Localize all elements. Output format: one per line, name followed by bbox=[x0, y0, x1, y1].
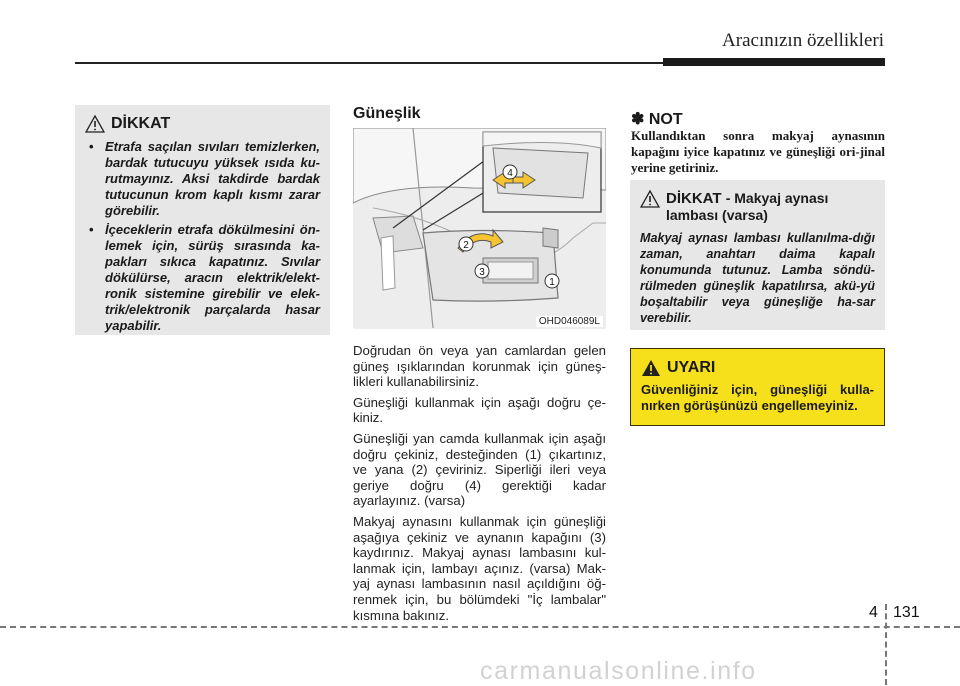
caution-title-main: DİKKAT bbox=[666, 190, 722, 207]
caution-text: Makyaj aynası lambası kullanılma-dığı zaman, anahtarı daima kapalı konumunda tutunuz. Lamba söndü-rülmeden güneşlik kapatılırsa, akü-yü boşaltabilir veya güneşliğe ha-sar verebilir. bbox=[640, 231, 875, 325]
page-separator bbox=[885, 604, 887, 685]
note-star-icon: ✽ bbox=[631, 111, 645, 128]
caution-title-row bbox=[85, 115, 320, 133]
warning-box bbox=[630, 348, 885, 426]
body-paragraph: Güneşliği yan camda kullanmak için aşağı doğru çekiniz, desteğinden (1) çıkartınız, ve yana (2) çeviriniz. Siperliği ileri veya geriye doğru (4) gerektiği kadar ayarlayınız. (varsa) bbox=[353, 430, 606, 509]
section-body bbox=[353, 343, 606, 628]
caution-box-left bbox=[75, 105, 330, 335]
note-title bbox=[631, 109, 683, 129]
callout-2: 2 bbox=[463, 240, 469, 251]
caution-item: • İçeceklerin etrafa dökülmesini ön-lemek için, sürüş sırasında ka-pakları sıkıca kapatınız. Sıvılar dökülürse, aracın elektrik/elekt-ronik sistemine girebilir ve elek-trik/elektronik parçalarda hasar yapabilir. bbox=[85, 222, 320, 334]
warning-title-row bbox=[641, 359, 874, 377]
warning-text: Güvenliğiniz için, güneşliği kulla-nırken görüşünüzü engellemeyiniz. bbox=[641, 382, 874, 413]
callout-3: 3 bbox=[479, 267, 485, 278]
callout-1: 1 bbox=[549, 277, 555, 288]
watermark: carmanualsonline.info bbox=[480, 657, 757, 685]
figure-code: OHD046089L bbox=[536, 316, 603, 327]
header-title: Aracınızın özellikleri bbox=[722, 30, 884, 51]
caution-title bbox=[666, 190, 875, 224]
header-bar bbox=[663, 58, 885, 66]
body-paragraph: Makyaj aynasını kullanmak için güneşliği aşağıya çekiniz ve aynanın kapağını (3) kaydırınız. Makyaj aynası lambasını kul-lanmak için, lambayı açınız. (varsa) Mak-yaj aynası lambasının nasıl açıldığını öğ-renmek için, bu bölümdeki "İç lambalar" kısmına bakınız. bbox=[353, 513, 606, 623]
page-number: 131 bbox=[893, 604, 920, 621]
caution-list bbox=[85, 139, 320, 334]
warning-title: UYARI bbox=[667, 359, 716, 376]
sunvisor-illustration bbox=[353, 128, 606, 329]
caution-item: • Etrafa saçılan sıvıları temizlerken, bardak tutucuyu yüksek ısıda ku-rutmayınız. Aksi takdirde bardak tutucunun krom kaplı kısmı zarar görebilir. bbox=[85, 139, 320, 219]
warning-filled-triangle-icon bbox=[641, 359, 661, 377]
sunvisor-figure bbox=[353, 128, 606, 329]
caution-subtitle: - Makyaj aynası lambası (varsa) bbox=[666, 190, 829, 223]
note-label: NOT bbox=[648, 111, 683, 128]
warning-triangle-icon bbox=[640, 190, 660, 208]
caution-box-right bbox=[630, 180, 885, 330]
caution-title: DİKKAT bbox=[111, 115, 171, 132]
callout-4: 4 bbox=[507, 168, 513, 179]
body-paragraph: Doğrudan ön veya yan camlardan gelen güneş ışıklarından korunmak için güneş-likleri kullanabilirsiniz. bbox=[353, 343, 606, 390]
note-text: Kullandıktan sonra makyaj aynasının kapağını iyice kapatınız ve güneşliği ori-jinal yerine getiriniz. bbox=[631, 128, 885, 175]
section-title: Güneşlik bbox=[353, 105, 421, 122]
caution-title-row bbox=[640, 190, 875, 224]
body-paragraph: Güneşliği kullanmak için aşağı doğru çe-kiniz. bbox=[353, 394, 606, 426]
chapter-number: 4 bbox=[869, 604, 878, 621]
header-rule bbox=[75, 62, 663, 64]
warning-triangle-icon bbox=[85, 115, 105, 133]
footer-rule bbox=[0, 626, 960, 628]
